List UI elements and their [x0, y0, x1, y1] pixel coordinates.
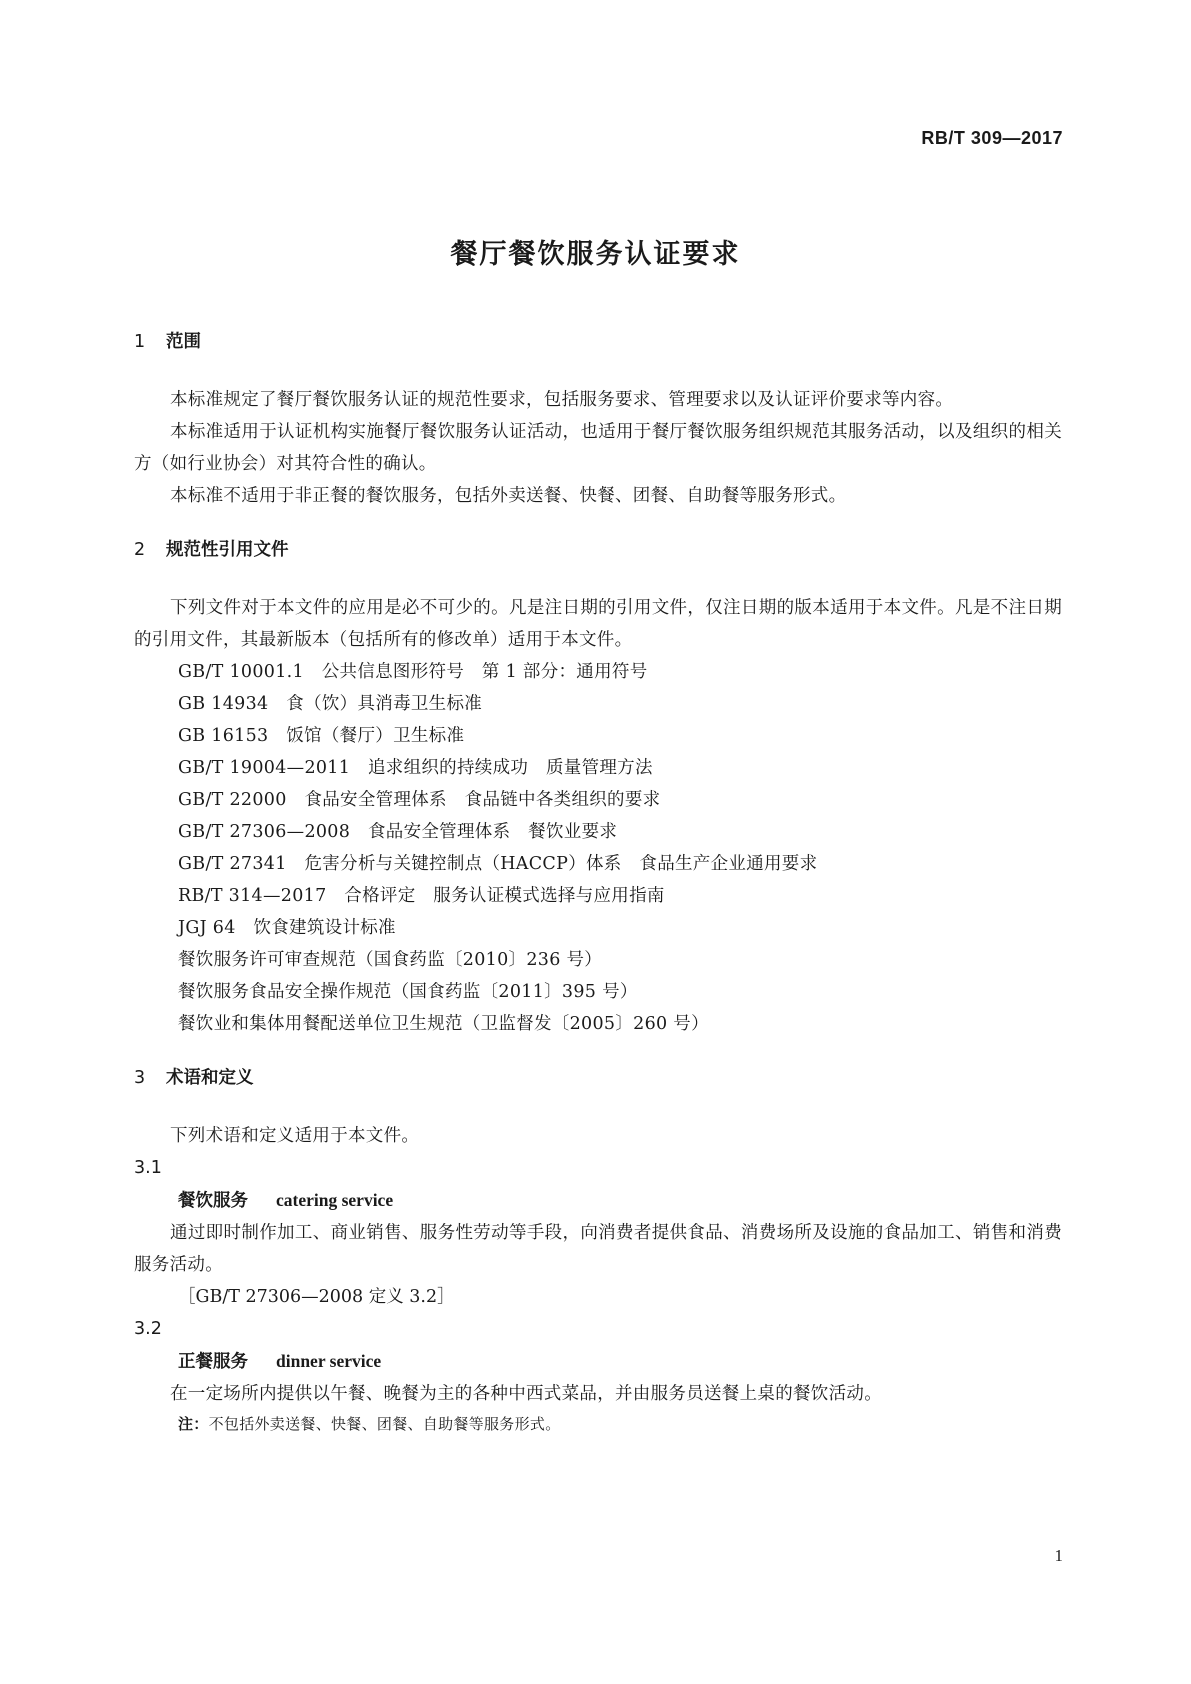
reference-item: GB/T 22000 食品安全管理体系 食品链中各类组织的要求 [178, 790, 661, 810]
section-1-heading [134, 330, 1062, 354]
term-english: catering service [276, 1190, 394, 1210]
paragraph: 下列文件对于本文件的应用是必不可少的。凡是注日期的引用文件，仅注日期的版本适用于本文件。凡是不注日期的引用文件，其最新版本（包括所有的修改单）适用于本文件。 [134, 598, 1062, 650]
note-label: 注： [178, 1415, 209, 1433]
term-source: ［GB/T 27306—2008 定义 3.2］ [178, 1287, 455, 1307]
term-definition: 在一定场所内提供以午餐、晚餐为主的各种中西式菜品，并由服务员送餐上桌的餐饮活动。 [170, 1384, 882, 1404]
paragraph: 下列术语和定义适用于本文件。 [170, 1126, 420, 1146]
reference-item: 餐饮业和集体用餐配送单位卫生规范（卫监督发〔2005〕260 号） [178, 1014, 709, 1034]
term-number: 3.2 [134, 1319, 162, 1339]
section-2-heading [134, 538, 1062, 562]
paragraph: 本标准不适用于非正餐的餐饮服务，包括外卖送餐、快餐、团餐、自助餐等服务形式。 [170, 486, 847, 506]
section-title: 术语和定义 [166, 1068, 254, 1088]
term-heading [134, 1345, 1062, 1378]
term-number: 3.1 [134, 1158, 162, 1178]
term-definition: 通过即时制作加工、商业销售、服务性劳动等手段，向消费者提供食品、消费场所及设施的食品加工、销售和消费服务活动。 [134, 1223, 1062, 1275]
note-text: 不包括外卖送餐、快餐、团餐、自助餐等服务形式。 [208, 1415, 561, 1433]
reference-item: GB 14934 食（饮）具消毒卫生标准 [178, 694, 483, 714]
section-number: 1 [134, 332, 146, 352]
reference-item: GB/T 27341 危害分析与关键控制点（HACCP）体系 食品生产企业通用要求 [178, 854, 818, 874]
term-heading [134, 1184, 1062, 1217]
page-number: 1 [1054, 1546, 1063, 1565]
document-title: 餐厅餐饮服务认证要求 [450, 239, 741, 270]
reference-item: 餐饮服务食品安全操作规范（国食药监〔2011〕395 号） [178, 982, 638, 1002]
section-title: 范围 [166, 332, 201, 352]
paragraph: 本标准规定了餐厅餐饮服务认证的规范性要求，包括服务要求、管理要求以及认证评价要求等内容。 [170, 390, 954, 410]
term-note [134, 1410, 1062, 1438]
term-chinese: 正餐服务 [178, 1352, 248, 1372]
section-title: 规范性引用文件 [166, 540, 289, 560]
reference-item: GB/T 10001.1 公共信息图形符号 第 1 部分：通用符号 [178, 662, 648, 682]
reference-item: GB/T 27306—2008 食品安全管理体系 餐饮业要求 [178, 822, 618, 842]
term-chinese: 餐饮服务 [178, 1191, 248, 1211]
reference-item: 餐饮服务许可审查规范（国食药监〔2010〕236 号） [178, 950, 603, 970]
section-3-heading [134, 1066, 1062, 1090]
document-code: RB/T 309—2017 [921, 128, 1063, 148]
reference-item: GB 16153 饭馆（餐厅）卫生标准 [178, 726, 465, 746]
section-number: 2 [134, 540, 146, 560]
reference-item: GB/T 19004—2011 追求组织的持续成功 质量管理方法 [178, 758, 653, 778]
reference-item: JGJ 64 饮食建筑设计标准 [178, 918, 396, 938]
reference-item: RB/T 314—2017 合格评定 服务认证模式选择与应用指南 [178, 886, 665, 906]
paragraph: 本标准适用于认证机构实施餐厅餐饮服务认证活动，也适用于餐厅餐饮服务组织规范其服务活动，以及组织的相关方（如行业协会）对其符合性的确认。 [134, 422, 1062, 474]
document-body [134, 330, 1062, 1438]
section-number: 3 [134, 1068, 146, 1088]
term-english: dinner service [276, 1351, 382, 1371]
